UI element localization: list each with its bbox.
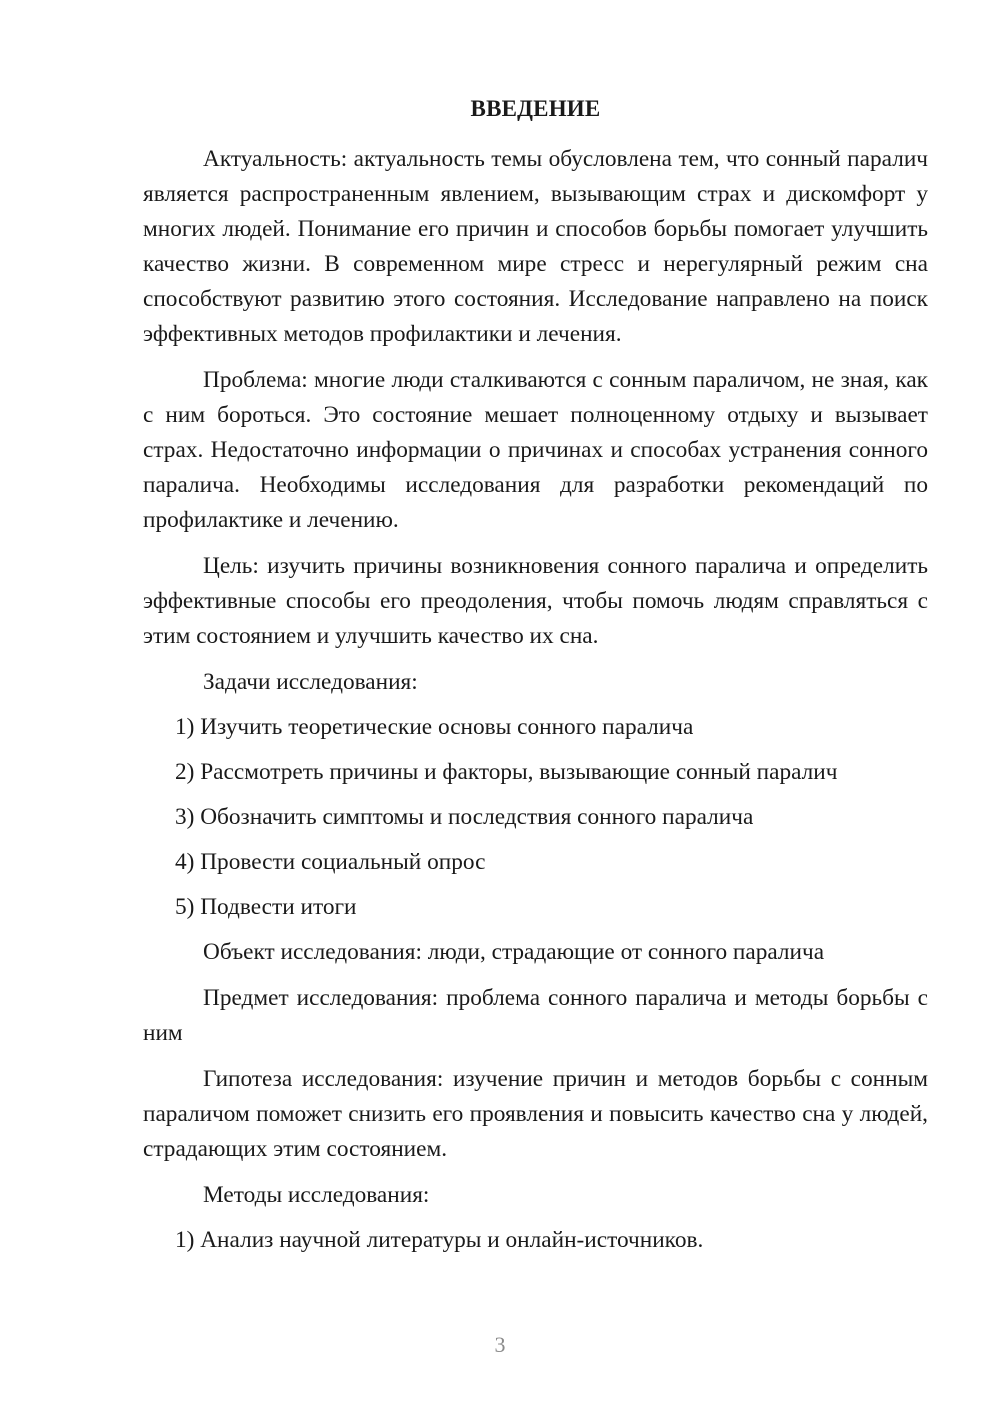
task-item: 5) Подвести итоги (175, 894, 357, 920)
methods-title: Методы исследования: (203, 1182, 430, 1208)
method-item: 1) Анализ научной литературы и онлайн-источников. (175, 1227, 704, 1253)
page-title: ВВЕДЕНИЕ (470, 96, 601, 121)
object-paragraph: Объект исследования: люди, страдающие от сонного паралича (203, 939, 825, 965)
page-number: 3 (494, 1332, 506, 1357)
introduction-body (143, 142, 928, 1268)
task-item: 4) Провести социальный опрос (175, 849, 486, 875)
relevance-paragraph: Актуальность: актуальность темы обусловлена тем, что сонный паралич является распространенным явлением, вызывающим страх и дискомфорт у многих людей. Понимание его причин и способов борьбы помогает улучшить качество жизни. В современном мире стресс и нерегулярный режим сна способствуют развитию этого состояния. Исследование направлено на поиск эффективных методов профилактики и лечения. (143, 146, 928, 347)
goal-paragraph: Цель: изучить причины возникновения сонного паралича и определить эффективные способы его преодоления, чтобы помочь людям справляться с этим состоянием и улучшить качество их сна. (143, 553, 928, 649)
task-item: 3) Обозначить симптомы и последствия сонного паралича (175, 804, 754, 830)
problem-paragraph: Проблема: многие люди сталкиваются с сонным параличом, не зная, как с ним бороться. Это состояние мешает полноценному отдыху и вызывает страх. Недостаточно информации о причинах и способах устранения сонного паралича. Необходимы исследования для разработки рекомендаций по профилактике и лечению. (143, 367, 928, 533)
subject-paragraph: Предмет исследования: проблема сонного паралича и методы борьбы с ним (143, 985, 928, 1046)
task-item: 1) Изучить теоретические основы сонного паралича (175, 714, 694, 740)
tasks-title: Задачи исследования: (203, 669, 418, 695)
hypothesis-paragraph: Гипотеза исследования: изучение причин и методов борьбы с сонным параличом поможет снизить его проявления и повысить качество сна у людей, страдающих этим состоянием. (143, 1066, 928, 1162)
task-item: 2) Рассмотреть причины и факторы, вызывающие сонный паралич (175, 759, 838, 785)
